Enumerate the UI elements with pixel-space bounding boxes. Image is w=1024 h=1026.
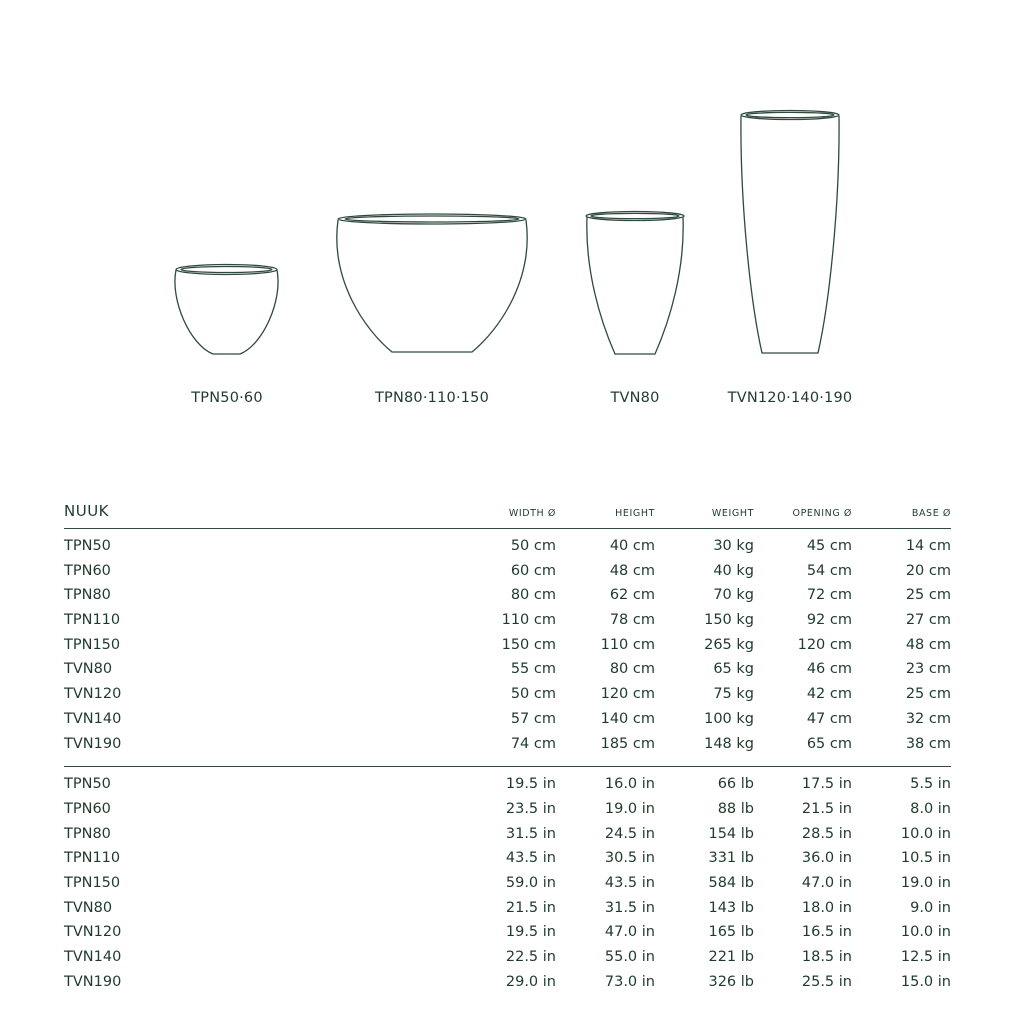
base-cell: 27 cm xyxy=(905,612,951,629)
model-cell: TPN150 xyxy=(64,636,121,653)
weight-cell: 65 kg xyxy=(713,661,754,678)
table-row xyxy=(64,949,951,974)
table-row xyxy=(64,801,951,826)
height-cell: 140 cm xyxy=(600,710,655,727)
table-row xyxy=(64,900,951,925)
weight-cell: 66 lb xyxy=(717,776,754,793)
weight-cell: 70 kg xyxy=(713,587,754,604)
table-header xyxy=(64,500,951,529)
width-cell: 23.5 in xyxy=(505,800,556,817)
metric-rows xyxy=(64,529,951,767)
pot-drawing-tpn50-60 xyxy=(175,265,278,355)
height-cell: 185 cm xyxy=(600,735,655,752)
base-cell: 12.5 in xyxy=(900,949,951,965)
weight-cell: 75 kg xyxy=(713,686,754,703)
model-cell: TPN80 xyxy=(64,825,111,842)
weight-cell: 584 lb xyxy=(708,874,754,891)
width-cell: 21.5 in xyxy=(505,899,556,916)
model-cell: TVN80 xyxy=(64,899,113,916)
pot-label-tpn50-60: TPN50·60 xyxy=(191,390,263,406)
imperial-rows xyxy=(64,767,951,998)
height-cell: 19.0 in xyxy=(604,800,655,817)
column-header-weight: WEIGHT xyxy=(711,508,754,519)
pot-label-tvn80: TVN80 xyxy=(610,390,660,406)
width-cell: 19.5 in xyxy=(505,924,556,941)
opening-cell: 42 cm xyxy=(806,686,852,703)
height-cell: 24.5 in xyxy=(604,825,655,842)
model-cell: TPN60 xyxy=(64,800,111,817)
table-row xyxy=(64,587,951,612)
width-cell: 80 cm xyxy=(510,587,556,604)
pot-label-tpn80-110-150: TPN80·110·150 xyxy=(374,390,490,406)
height-cell: 40 cm xyxy=(609,538,655,554)
opening-cell: 17.5 in xyxy=(801,776,852,793)
pot-drawing-tvn80 xyxy=(586,212,684,355)
base-cell: 38 cm xyxy=(905,735,951,752)
width-cell: 57 cm xyxy=(510,710,556,727)
table-row xyxy=(64,776,951,801)
base-cell: 15.0 in xyxy=(900,973,951,990)
column-header-height: HEIGHT xyxy=(615,508,655,519)
opening-cell: 120 cm xyxy=(797,636,852,653)
pot-drawing-tvn120-140-190 xyxy=(741,111,839,354)
table-row xyxy=(64,736,951,761)
height-cell: 47.0 in xyxy=(604,924,655,941)
table-row xyxy=(64,563,951,588)
table-row xyxy=(64,875,951,900)
base-cell: 10.0 in xyxy=(900,825,951,842)
table-row xyxy=(64,538,951,563)
height-cell: 55.0 in xyxy=(604,949,655,965)
weight-cell: 154 lb xyxy=(708,825,754,842)
table-row xyxy=(64,826,951,851)
height-cell: 120 cm xyxy=(600,686,655,703)
opening-cell: 72 cm xyxy=(806,587,852,604)
column-header-width: WIDTH Ø xyxy=(508,508,556,519)
table-row xyxy=(64,637,951,662)
model-cell: TPN110 xyxy=(64,850,121,867)
width-cell: 110 cm xyxy=(501,612,556,629)
opening-cell: 18.0 in xyxy=(801,899,852,916)
weight-cell: 40 kg xyxy=(713,562,754,579)
height-cell: 110 cm xyxy=(600,636,655,653)
weight-cell: 148 kg xyxy=(704,735,754,752)
base-cell: 25 cm xyxy=(905,686,951,703)
base-cell: 5.5 in xyxy=(910,776,951,793)
model-cell: TVN120 xyxy=(64,686,122,703)
table-row xyxy=(64,924,951,949)
width-cell: 59.0 in xyxy=(505,874,556,891)
width-cell: 50 cm xyxy=(510,686,556,703)
height-cell: 31.5 in xyxy=(604,899,655,916)
base-cell: 19.0 in xyxy=(900,874,951,891)
column-header-opening: OPENING Ø xyxy=(792,508,852,519)
base-cell: 25 cm xyxy=(905,587,951,604)
model-cell: TVN190 xyxy=(64,735,122,752)
base-cell: 23 cm xyxy=(905,661,951,678)
base-cell: 32 cm xyxy=(905,710,951,727)
weight-cell: 30 kg xyxy=(713,538,754,554)
spec-table xyxy=(64,500,951,998)
opening-cell: 18.5 in xyxy=(801,949,852,965)
pot-label-tvn120-140-190: TVN120·140·190 xyxy=(727,390,853,406)
opening-cell: 25.5 in xyxy=(801,973,852,990)
height-cell: 78 cm xyxy=(609,612,655,629)
width-cell: 74 cm xyxy=(510,735,556,752)
weight-cell: 165 lb xyxy=(708,924,754,941)
base-cell: 8.0 in xyxy=(910,800,951,817)
weight-cell: 143 lb xyxy=(708,899,754,916)
model-cell: TPN50 xyxy=(64,538,111,554)
height-cell: 16.0 in xyxy=(604,776,655,793)
opening-cell: 47 cm xyxy=(806,710,852,727)
pot-drawing-tpn80-110-150 xyxy=(337,214,527,352)
width-cell: 19.5 in xyxy=(505,776,556,793)
opening-cell: 36.0 in xyxy=(801,850,852,867)
width-cell: 60 cm xyxy=(510,562,556,579)
base-cell: 9.0 in xyxy=(910,899,951,916)
weight-cell: 150 kg xyxy=(704,612,754,629)
table-row xyxy=(64,974,951,999)
pot-drawings xyxy=(0,0,1024,420)
table-title: NUUK xyxy=(64,502,110,520)
model-cell: TVN80 xyxy=(64,661,113,678)
width-cell: 150 cm xyxy=(501,636,556,653)
base-cell: 48 cm xyxy=(905,636,951,653)
base-cell: 14 cm xyxy=(905,538,951,554)
model-cell: TVN120 xyxy=(64,924,122,941)
opening-cell: 47.0 in xyxy=(801,874,852,891)
height-cell: 62 cm xyxy=(609,587,655,604)
width-cell: 50 cm xyxy=(510,538,556,554)
height-cell: 30.5 in xyxy=(604,850,655,867)
width-cell: 29.0 in xyxy=(505,973,556,990)
opening-cell: 45 cm xyxy=(806,538,852,554)
opening-cell: 28.5 in xyxy=(801,825,852,842)
model-cell: TVN190 xyxy=(64,973,122,990)
column-header-base: BASE Ø xyxy=(911,508,951,519)
width-cell: 43.5 in xyxy=(505,850,556,867)
table-row xyxy=(64,711,951,736)
weight-cell: 265 kg xyxy=(704,636,754,653)
model-cell: TPN50 xyxy=(64,776,111,793)
height-cell: 48 cm xyxy=(609,562,655,579)
model-cell: TPN110 xyxy=(64,612,121,629)
model-cell: TPN150 xyxy=(64,874,121,891)
width-cell: 55 cm xyxy=(510,661,556,678)
height-cell: 43.5 in xyxy=(604,874,655,891)
model-cell: TPN80 xyxy=(64,587,111,604)
base-cell: 10.5 in xyxy=(900,850,951,867)
opening-cell: 21.5 in xyxy=(801,800,852,817)
weight-cell: 221 lb xyxy=(708,949,754,965)
opening-cell: 54 cm xyxy=(806,562,852,579)
opening-cell: 46 cm xyxy=(806,661,852,678)
model-cell: TVN140 xyxy=(64,710,122,727)
weight-cell: 88 lb xyxy=(717,800,754,817)
weight-cell: 326 lb xyxy=(708,973,754,990)
opening-cell: 16.5 in xyxy=(801,924,852,941)
opening-cell: 65 cm xyxy=(806,735,852,752)
table-row xyxy=(64,661,951,686)
width-cell: 31.5 in xyxy=(505,825,556,842)
table-row xyxy=(64,612,951,637)
weight-cell: 331 lb xyxy=(708,850,754,867)
weight-cell: 100 kg xyxy=(704,710,754,727)
model-cell: TPN60 xyxy=(64,562,111,579)
height-cell: 73.0 in xyxy=(604,973,655,990)
model-cell: TVN140 xyxy=(64,949,122,965)
table-row xyxy=(64,850,951,875)
table-row xyxy=(64,686,951,711)
height-cell: 80 cm xyxy=(609,661,655,678)
base-cell: 20 cm xyxy=(905,562,951,579)
width-cell: 22.5 in xyxy=(505,949,556,965)
opening-cell: 92 cm xyxy=(806,612,852,629)
base-cell: 10.0 in xyxy=(900,924,951,941)
